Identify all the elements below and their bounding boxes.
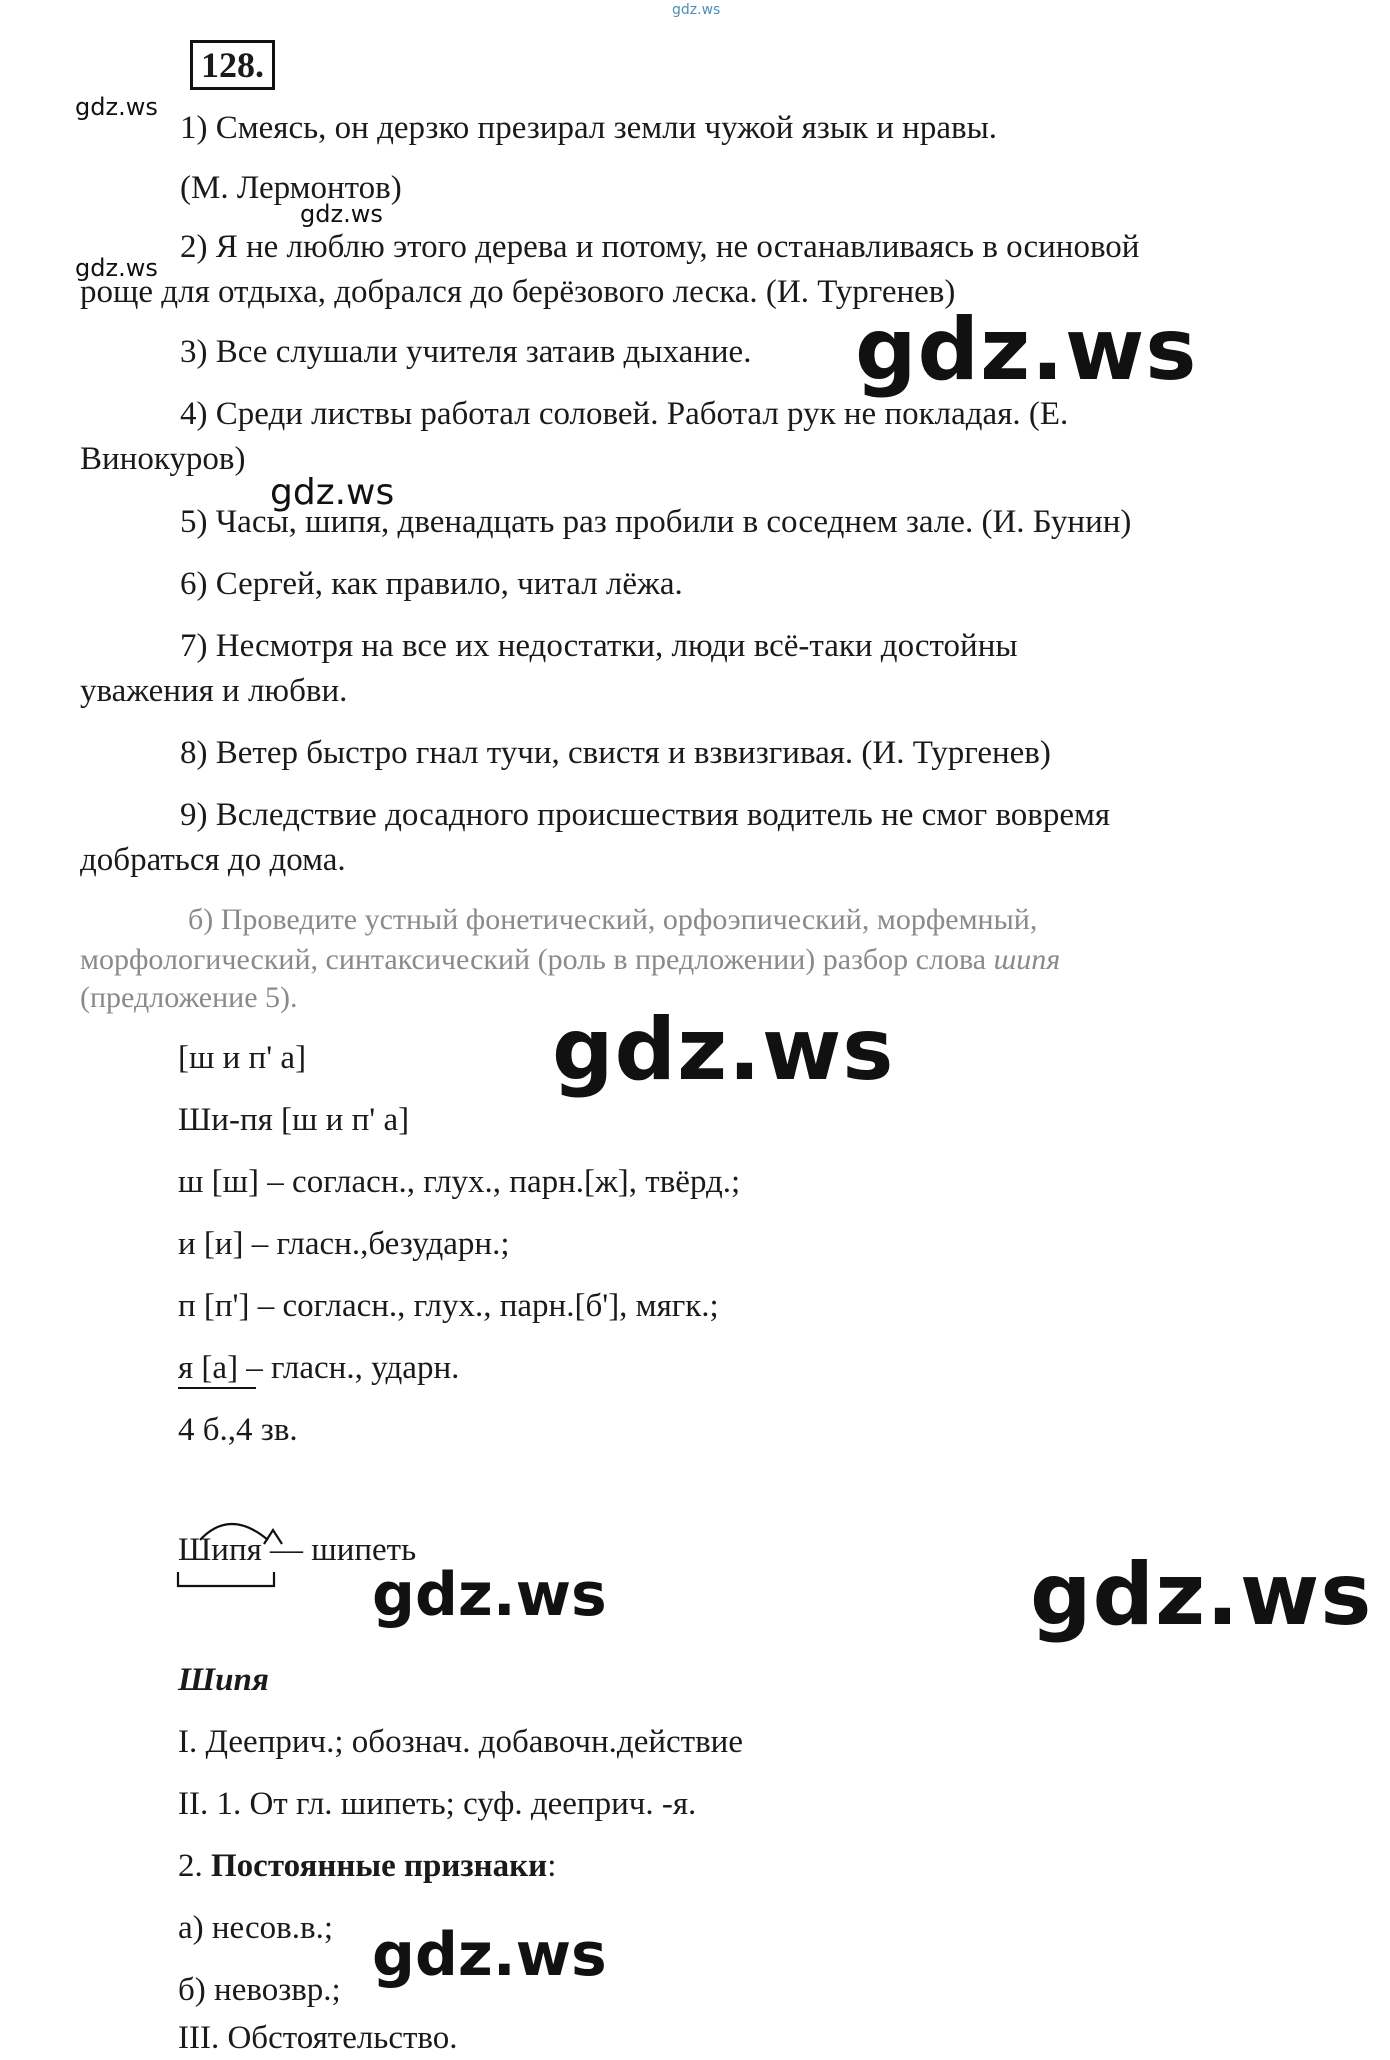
watermark: gdz.ws: [270, 472, 395, 513]
morph-heading: Шипя: [178, 1662, 269, 1698]
task-b-line-2: [80, 940, 1060, 980]
phonetic-sound-1: ш [ш] – согласн., глух., парн.[ж], твёрд.;: [178, 1164, 741, 1200]
morph-line-4: а) несов.в.;: [178, 1910, 333, 1946]
task-b-line-1: б) Проведите устный фонетический, орфоэпический, морфемный,: [188, 903, 1038, 936]
watermark: gdz.ws: [300, 200, 383, 228]
morph-line-3-num: 2.: [178, 1848, 211, 1884]
morph-line-2: II. 1. От гл. шипеть; суф. дееприч. -я.: [178, 1786, 697, 1822]
task-b-line-2-text: морфологический, синтаксический (роль в предложении) разбор слова: [80, 943, 994, 976]
sentence-9-line-2: добраться до дома.: [80, 842, 346, 878]
sentence-1: 1) Смеясь, он дерзко презирал земли чужой язык и нравы.: [180, 110, 997, 146]
morph-line-6: III. Обстоятельство.: [178, 2020, 458, 2056]
stem-bracket: [178, 1572, 274, 1586]
morph-constant-features: Постоянные признаки: [211, 1848, 548, 1884]
task-b-line-3: (предложение 5).: [80, 981, 298, 1014]
watermark-large: gdz.ws: [855, 300, 1198, 400]
sentence-8: 8) Ветер быстро гнал тучи, свистя и взвизгивая. (И. Тургенев): [180, 735, 1051, 771]
sentence-2-line-1: 2) Я не люблю этого дерева и потому, не останавливаясь в осиновой: [180, 229, 1140, 265]
phonetic-sound-3: п [п'] – согласн., глух., парн.[б'], мягк.;: [178, 1288, 719, 1324]
phonetic-underline: [178, 1387, 256, 1389]
watermark-top: gdz.ws: [672, 2, 721, 18]
morph-line-5: б) невозвр.;: [178, 1972, 341, 2008]
task-number: 128.: [190, 40, 275, 90]
sentence-4-line-1: 4) Среди листвы работал соловей. Работал рук не покладая. (Е.: [180, 396, 1069, 432]
phonetic-count: 4 б.,4 зв.: [178, 1412, 298, 1448]
sentence-3: 3) Все слушали учителя затаив дыхание.: [180, 334, 752, 370]
sentence-4-line-2: Винокуров): [80, 441, 246, 477]
watermark: gdz.ws: [75, 254, 158, 282]
task-b-word: шипя: [993, 943, 1061, 976]
phonetic-sound-2: и [и] – гласн.,безударн.;: [178, 1226, 510, 1262]
watermark-large: gdz.ws: [1030, 1545, 1373, 1645]
sentence-7-line-2: уважения и любви.: [80, 673, 348, 709]
morph-line-1: I. Дееприч.; обознач. добавочн.действие: [178, 1724, 743, 1760]
phonetic-syllables: Ши-пя [ш и п' а]: [178, 1102, 410, 1138]
sentence-6: 6) Сергей, как правило, читал лёжа.: [180, 566, 683, 602]
phonetic-transcription: [ш и п' а]: [178, 1040, 307, 1076]
sentence-5: 5) Часы, шипя, двенадцать раз пробили в соседнем зале. (И. Бунин): [180, 504, 1132, 540]
sentence-9-line-1: 9) Вследствие досадного происшествия водитель не смог вовремя: [180, 797, 1111, 833]
watermark: gdz.ws: [372, 1920, 607, 1990]
morphemic-word: Шипя: [178, 1532, 262, 1568]
watermark: gdz.ws: [372, 1560, 607, 1630]
sentence-7-line-1: 7) Несмотря на все их недостатки, люди всё-таки достойны: [180, 628, 1018, 664]
morphemic-rest: — шипеть: [261, 1532, 417, 1568]
watermark-large: gdz.ws: [552, 1000, 895, 1100]
sentence-2-line-2: роще для отдыха, добрался до берёзового леска. (И. Тургенев): [80, 274, 956, 310]
morph-line-3-end: :: [547, 1848, 557, 1884]
morph-line-3: [178, 1844, 556, 1888]
phonetic-sound-4: я [а] – гласн., ударн.: [178, 1350, 460, 1386]
sentence-1-author: (М. Лермонтов): [180, 170, 402, 206]
watermark: gdz.ws: [75, 93, 158, 121]
